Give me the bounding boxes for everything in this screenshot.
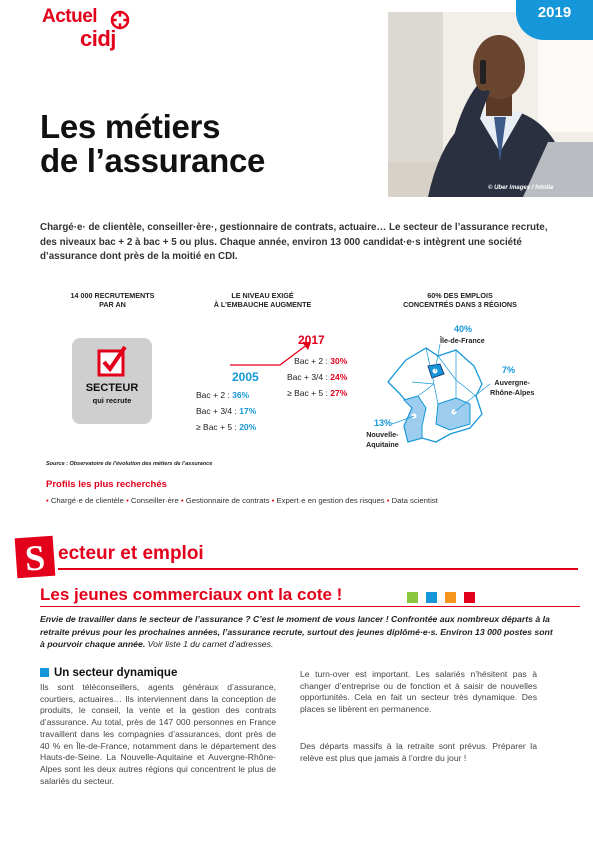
level-row: Bac + 2 : 30% — [294, 356, 348, 366]
color-square — [445, 592, 456, 603]
logo-actuel: Actuel — [42, 6, 98, 27]
level-row: ≥ Bac + 5 : 27% — [287, 388, 348, 398]
recrutements-heading: 14 000 RECRUTEMENTS PAR AN — [70, 291, 155, 309]
profil-item: Data scientist — [391, 496, 438, 505]
source-note: Source : Observatoire de l’évolution des métiers de l’assurance — [46, 461, 213, 467]
year-2017: 2017 — [298, 333, 325, 347]
blue-square-icon — [40, 668, 49, 677]
profil-item: Chargé·e de clientèle — [50, 496, 124, 505]
checkbox-icon — [96, 344, 128, 378]
level-row: Bac + 3/4 : 24% — [287, 372, 348, 382]
section-rule — [58, 568, 578, 570]
level-row: Bac + 3/4 : 17% — [196, 406, 257, 416]
profils-heading: Profils les plus recherchés — [46, 479, 167, 490]
regions-heading: 60% DES EMPLOIS CONCENTRÉS DANS 3 RÉGIONS — [403, 291, 517, 309]
year-2005: 2005 — [232, 370, 259, 384]
color-square — [426, 592, 437, 603]
region-name-idf: Île-de-France — [440, 336, 485, 345]
intro-paragraph: Chargé·e· de clientèle, conseiller·ère·, gestionnaire de contrats, actuaire… Le secteur de l’assurance recrute, des niveaux bac + 2 à bac + 5 ou plus. Chaque année, environ 13 000 candidat·e·s intègrent une société d’assurance dont près de la moitié en CDI. — [40, 222, 548, 262]
article-subtitle: Les jeunes commerciaux ont la cote ! — [40, 585, 343, 604]
section-drop-letter: S — [15, 536, 56, 579]
secteur-label: SECTEUR — [85, 382, 139, 394]
body-paragraph-2: Le turn-over est important. Les salariés n’hésitent pas à changer d’entreprise ou de fonction et à saisir de nouvelles opportunités. Cela en fait un secteur très dynamique. Des places se libèrent en permanence. — [300, 669, 537, 715]
secteur-sublabel: qui recrute — [92, 396, 132, 405]
color-square — [464, 592, 475, 603]
profil-item: Conseiller·ère — [130, 496, 179, 505]
profil-item: Gestionnaire de contrats — [185, 496, 270, 505]
profil-item: Expert·e en gestion des risques — [276, 496, 385, 505]
levels-2017 — [287, 353, 347, 401]
year-badge: 2019 — [516, 0, 593, 40]
secteur-card — [72, 338, 152, 424]
color-square — [407, 592, 418, 603]
region-pct-idf: 40% — [454, 324, 473, 334]
logo-cidj: cidj — [80, 26, 116, 51]
niveau-heading: LE NIVEAU EXIGÉ À L’EMBAUCHE AUGMENTE — [213, 291, 312, 309]
page-title: Les métiers de l’assurance — [40, 108, 266, 179]
level-row: Bac + 2 : 36% — [196, 390, 250, 400]
lead-paragraph: Envie de travailler dans le secteur de l’assurance ? C’est le moment de vous lancer ! Confrontée aux nombreux départs à la retraite prévus pour les prochaines années, l’assurance recrute, surtout des jeunes diplômé·e·s. Environ 13 000 postes sont à pourvoir chaque année. Voir liste 1 du carnet d’adresses. — [40, 614, 553, 649]
cidj-logo — [24, 6, 134, 58]
region-pct-na: 13% — [374, 418, 393, 428]
lead-reference: Voir liste 1 du carnet d’adresses. — [145, 639, 274, 649]
profils-list: • Chargé·e de clientèle • Conseiller·ère • Gestionnaire de contrats • Expert·e en gestion des risques • Data scientist — [46, 496, 438, 505]
photo-credit: © Uber images / fotolia — [488, 185, 554, 191]
body-paragraph-1: Ils sont téléconseillers, agents généraux d’assurance, courtiers, actuaires… Ils interviennent dans la conception de produits, le conseil, la vente et la gestion des contrats d’assurance. Au total, près de 147 000 personnes en France travaillent dans les compagnies d’assurances, dont près de 40 % en Île-de-France, notamment dans le département des Hauts-de-Seine. La Nouvelle-Aquitaine et Auvergne-Rhône-Alpes sont les deux autres régions qui concentrent le plus de salariés du secteur. — [40, 682, 276, 786]
levels-2005 — [196, 387, 256, 435]
subtitle-rule — [40, 606, 580, 607]
subsection-heading: Un secteur dynamique — [40, 667, 177, 679]
region-pct-ara: 7% — [502, 365, 516, 375]
level-row: ≥ Bac + 5 : 20% — [196, 422, 257, 432]
region-name-ara: Auvergne- Rhône-Alpes — [490, 378, 535, 397]
body-paragraph-3: Des départs massifs à la retraite sont prévus. Préparer la relève est plus que jamais à l’ordre du jour ! — [300, 741, 537, 763]
logo-target-icon — [110, 10, 130, 30]
region-name-na: Nouvelle- Aquitaine — [366, 430, 399, 449]
section-title: ecteur et emploi — [58, 543, 204, 564]
